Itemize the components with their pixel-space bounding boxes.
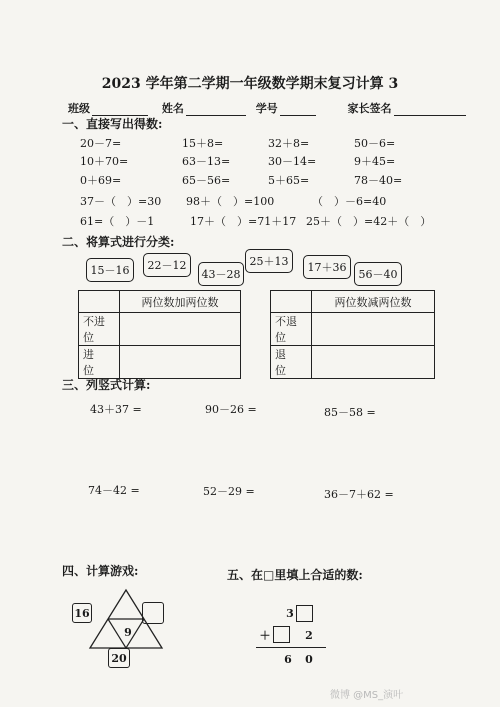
- answer-cell[interactable]: [120, 313, 241, 346]
- answer-cell[interactable]: [120, 346, 241, 379]
- equation: 32＋8=: [268, 137, 310, 150]
- table-corner: [79, 291, 120, 313]
- vertical-problem: 85－58 =: [324, 406, 376, 419]
- page-title: 2023 学年第二学期一年级数学期末复习计算 3: [101, 76, 399, 92]
- expression-card[interactable]: 15－16: [86, 258, 134, 282]
- classify-table-subtraction: [270, 290, 435, 379]
- table-header: 两位数加两位数: [120, 291, 241, 313]
- vertical-problem: 36－7＋62 =: [324, 488, 394, 501]
- parent-label: 家长签名: [347, 102, 392, 115]
- vertical-problem: 52－29 =: [203, 485, 255, 498]
- bottom-number-box: 20: [108, 648, 130, 668]
- parent-blank[interactable]: [394, 104, 466, 116]
- row-label: 不退位: [271, 313, 312, 346]
- equation: 20－7=: [80, 137, 122, 150]
- right-answer-box[interactable]: [142, 602, 164, 624]
- equation: 61=（ ）－1: [80, 215, 155, 228]
- section3-title: 三、列竖式计算:: [62, 378, 151, 392]
- equation: 25＋（ ）=42＋（ ）: [306, 215, 432, 228]
- addend1-ones-box[interactable]: [296, 605, 313, 622]
- plus-sign: ＋: [259, 629, 271, 642]
- table-corner: [271, 291, 312, 313]
- equation: 50－6=: [354, 137, 396, 150]
- expression-card[interactable]: 43－28: [198, 262, 244, 286]
- equation: 5＋65=: [268, 174, 310, 187]
- class-label: 班级: [68, 102, 90, 115]
- answer-cell[interactable]: [312, 313, 435, 346]
- table-header: 两位数减两位数: [312, 291, 435, 313]
- vertical-problem: 90－26 =: [205, 403, 257, 416]
- row-label: 不进位: [79, 313, 120, 346]
- equation: 9＋45=: [354, 155, 396, 168]
- equation: （ ）－6=40: [312, 195, 387, 208]
- addend1-tens: 3: [286, 606, 294, 620]
- equation: 65－56=: [182, 174, 231, 187]
- equation: 30－14=: [268, 155, 317, 168]
- section5-title: 五、在□里填上合适的数:: [227, 568, 363, 582]
- sum-tens: 6: [284, 652, 292, 666]
- equation: 37－（ ）=30: [80, 195, 162, 208]
- center-number: 9: [124, 625, 132, 639]
- id-label: 学号: [255, 102, 278, 115]
- sum-line: [256, 647, 326, 648]
- equation: 15＋8=: [182, 137, 224, 150]
- header-fields: [68, 100, 466, 116]
- addend2-ones: 2: [305, 628, 313, 642]
- section1-title: 一、直接写出得数:: [62, 117, 163, 131]
- equation: 10＋70=: [80, 155, 129, 168]
- row-label: 进 位: [79, 346, 120, 379]
- equation: 63－13=: [182, 155, 231, 168]
- section4-title: 四、计算游戏:: [62, 564, 139, 578]
- expression-card[interactable]: 25＋13: [245, 249, 293, 273]
- id-blank[interactable]: [280, 104, 316, 116]
- sum-ones: 0: [305, 652, 313, 666]
- section2-title: 二、将算式进行分类:: [62, 235, 175, 249]
- equation: 17＋（ ）=71＋17: [190, 215, 297, 228]
- name-blank[interactable]: [186, 104, 246, 116]
- expression-card[interactable]: 56－40: [354, 262, 402, 286]
- equation: 0＋69=: [80, 174, 122, 187]
- watermark: 微博 @MS_演叶: [330, 690, 404, 701]
- answer-cell[interactable]: [312, 346, 435, 379]
- left-number-box: 16: [72, 603, 92, 623]
- equation: 98＋（ ）=100: [186, 195, 275, 208]
- vertical-problem: 43＋37 =: [90, 403, 142, 416]
- vertical-problem: 74－42 =: [88, 484, 140, 497]
- equation: 78－40=: [354, 174, 403, 187]
- expression-card[interactable]: 22－12: [143, 253, 191, 277]
- row-label: 退 位: [271, 346, 312, 379]
- classify-table-addition: [78, 290, 241, 379]
- expression-card[interactable]: 17＋36: [303, 255, 351, 279]
- addend2-tens-box[interactable]: [273, 626, 290, 643]
- name-label: 姓名: [161, 102, 184, 115]
